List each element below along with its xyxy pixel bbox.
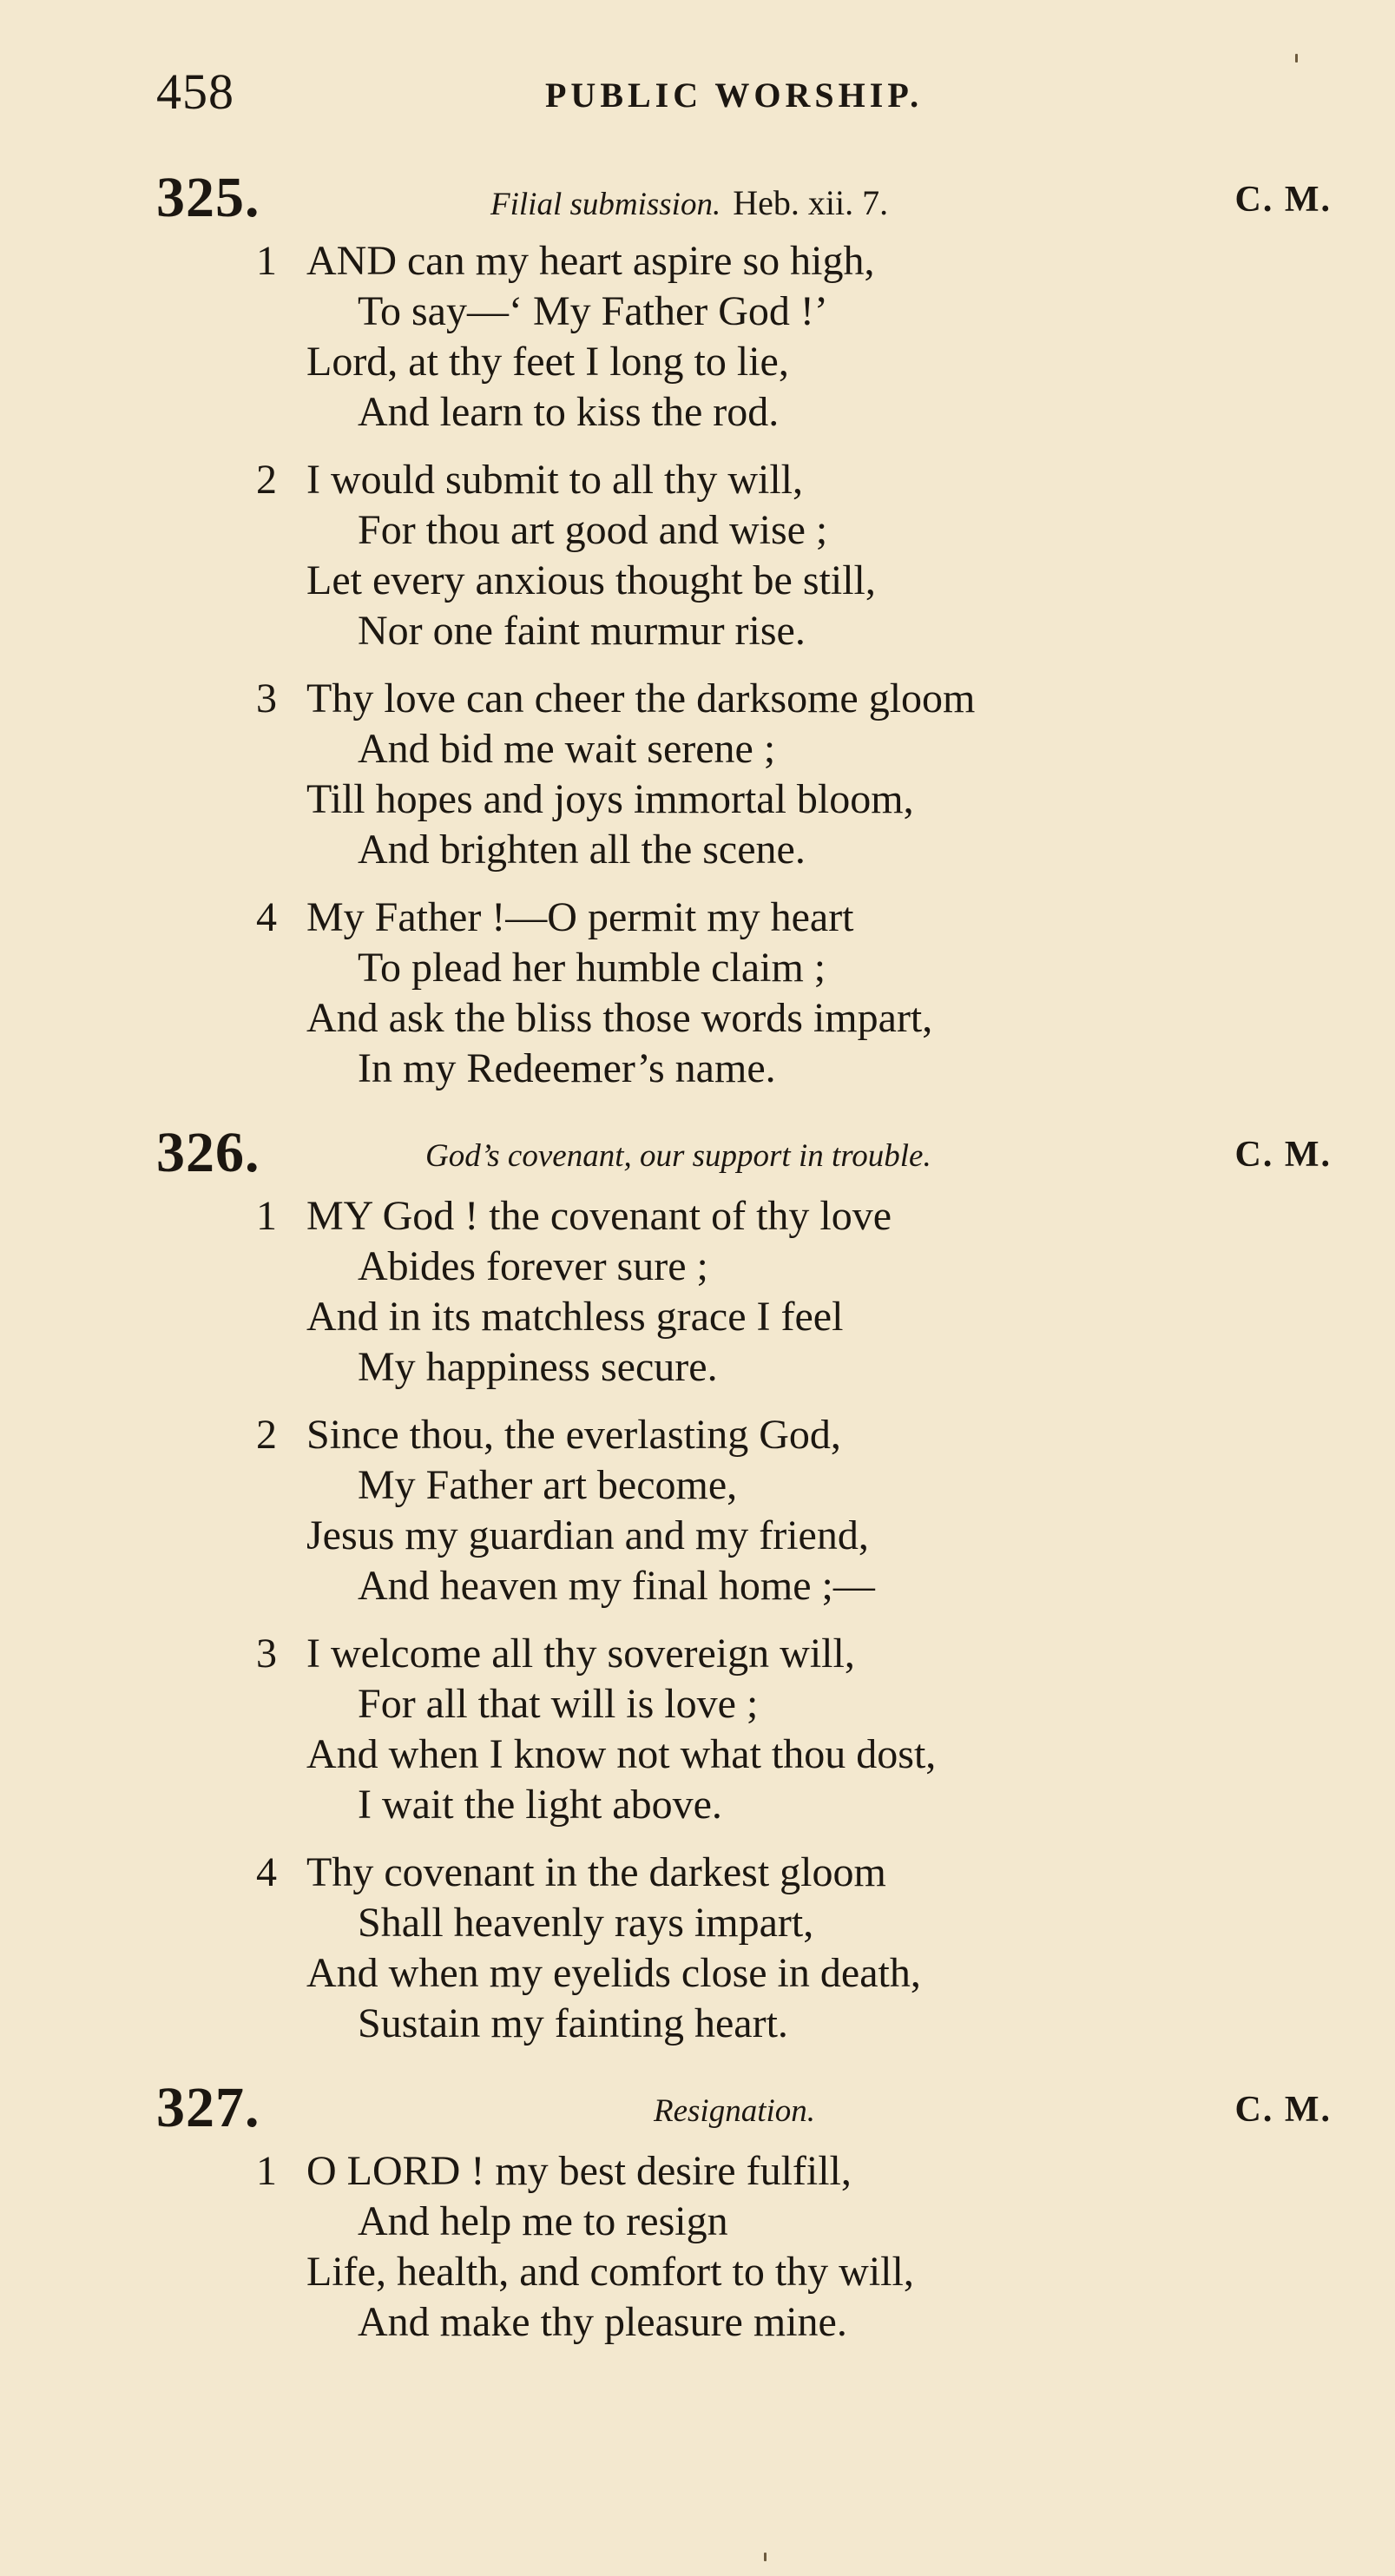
stanza [156, 1848, 1354, 2049]
verse-line: I wait the light above. [358, 1782, 722, 1828]
verse-line: To say—‘ My Father God !’ [358, 288, 828, 334]
verse-line: And heaven my final home ;— [358, 1563, 875, 1609]
verse-line: Sustain my fainting heart. [358, 2000, 788, 2046]
verse-line: In my Redeemer’s name. [358, 1045, 776, 1091]
verse-line: I welcome all thy sovereign will, [306, 1631, 855, 1677]
paper-speck [764, 2553, 767, 2561]
hymn-subject [490, 182, 888, 223]
stanza-number: 2 [256, 1412, 277, 1458]
verse-line: Till hopes and joys immortal bloom, [306, 776, 914, 822]
hymn-header [156, 1120, 1354, 1184]
verse-line: And when I know not what thou dost, [306, 1731, 937, 1777]
stanza-number: 2 [256, 457, 277, 503]
verse-line: And brighten all the scene. [358, 827, 806, 873]
verse-line: And learn to kiss the rod. [358, 389, 780, 435]
verse-line: And ask the bliss those words impart, [306, 995, 933, 1041]
verse-line: And in its matchless grace I feel [306, 1294, 844, 1340]
stanza [156, 2146, 1354, 2348]
hymn-327 [156, 2075, 1354, 2348]
page-number: 458 [156, 63, 234, 120]
hymn-meter: C. M. [1234, 2090, 1332, 2130]
hymn-326 [156, 1120, 1354, 2049]
hymn-number: 326. [156, 1121, 260, 1184]
verse-line: My Father !—O permit my heart [306, 894, 854, 940]
verse-line: And make thy pleasure mine. [358, 2299, 847, 2345]
stanza [156, 1410, 1354, 1611]
verse-line: AND can my heart aspire so high, [306, 238, 875, 284]
hymn-reference: Heb. xii. 7. [733, 183, 889, 222]
verse-line: And when my eyelids close in death, [306, 1950, 921, 1996]
verse-line: Since thou, the everlasting God, [306, 1412, 841, 1458]
verse-line: I would submit to all thy will, [306, 457, 803, 503]
verse-line: And help me to resign [358, 2198, 728, 2244]
verse-line: My Father art become, [358, 1462, 738, 1508]
hymn-number: 325. [156, 166, 260, 229]
stanza-number: 4 [256, 1849, 277, 1895]
verse-line: Life, health, and comfort to thy will, [306, 2249, 914, 2295]
stanza-number: 1 [256, 1193, 277, 1239]
stanza-number: 4 [256, 894, 277, 940]
hymn-subject: God’s covenant, our support in trouble. [425, 1138, 931, 1174]
paper-speck [1295, 54, 1298, 63]
verse-line: My happiness secure. [358, 1344, 718, 1390]
hymn-header [156, 165, 1354, 229]
hymn-meter: C. M. [1234, 1135, 1332, 1175]
hymn-subject: Resignation. [654, 2093, 816, 2129]
verse-line: Jesus my guardian and my friend, [306, 1512, 869, 1558]
stanza-number: 1 [256, 2148, 277, 2194]
stanza [156, 893, 1354, 1094]
stanza [156, 674, 1354, 875]
stanza [156, 1629, 1354, 1830]
verse-line: And bid me wait serene ; [358, 726, 776, 772]
verse-line: For thou art good and wise ; [358, 507, 828, 553]
stanza-number: 1 [256, 238, 277, 284]
stanza [156, 236, 1354, 438]
hymn-325 [156, 165, 1354, 1094]
stanza [156, 455, 1354, 656]
verse-line: To plead her humble claim ; [358, 945, 826, 991]
verse-line: Thy love can cheer the darksome gloom [306, 675, 976, 721]
hymn-header [156, 2075, 1354, 2139]
verse-line: Lord, at thy feet I long to lie, [306, 339, 789, 385]
hymn-number: 327. [156, 2076, 260, 2139]
hymn-meter: C. M. [1234, 180, 1332, 220]
running-head [156, 63, 1354, 123]
verse-line: Shall heavenly rays impart, [358, 1900, 814, 1946]
verse-line: For all that will is love ; [358, 1681, 759, 1727]
verse-line: Abides forever sure ; [358, 1243, 708, 1289]
verse-line: O LORD ! my best desire fulfill, [306, 2148, 852, 2194]
verse-line: Nor one faint murmur rise. [358, 608, 806, 654]
hymn-subject-text: Filial submission. [490, 187, 721, 222]
verse-line: Thy covenant in the darkest gloom [306, 1849, 886, 1895]
verse-line: Let every anxious thought be still, [306, 557, 876, 603]
running-title: PUBLIC WORSHIP. [545, 76, 924, 115]
stanza [156, 1191, 1354, 1393]
verse-line: MY God ! the covenant of thy love [306, 1193, 892, 1239]
stanza-number: 3 [256, 1631, 277, 1677]
stanza-number: 3 [256, 675, 277, 721]
